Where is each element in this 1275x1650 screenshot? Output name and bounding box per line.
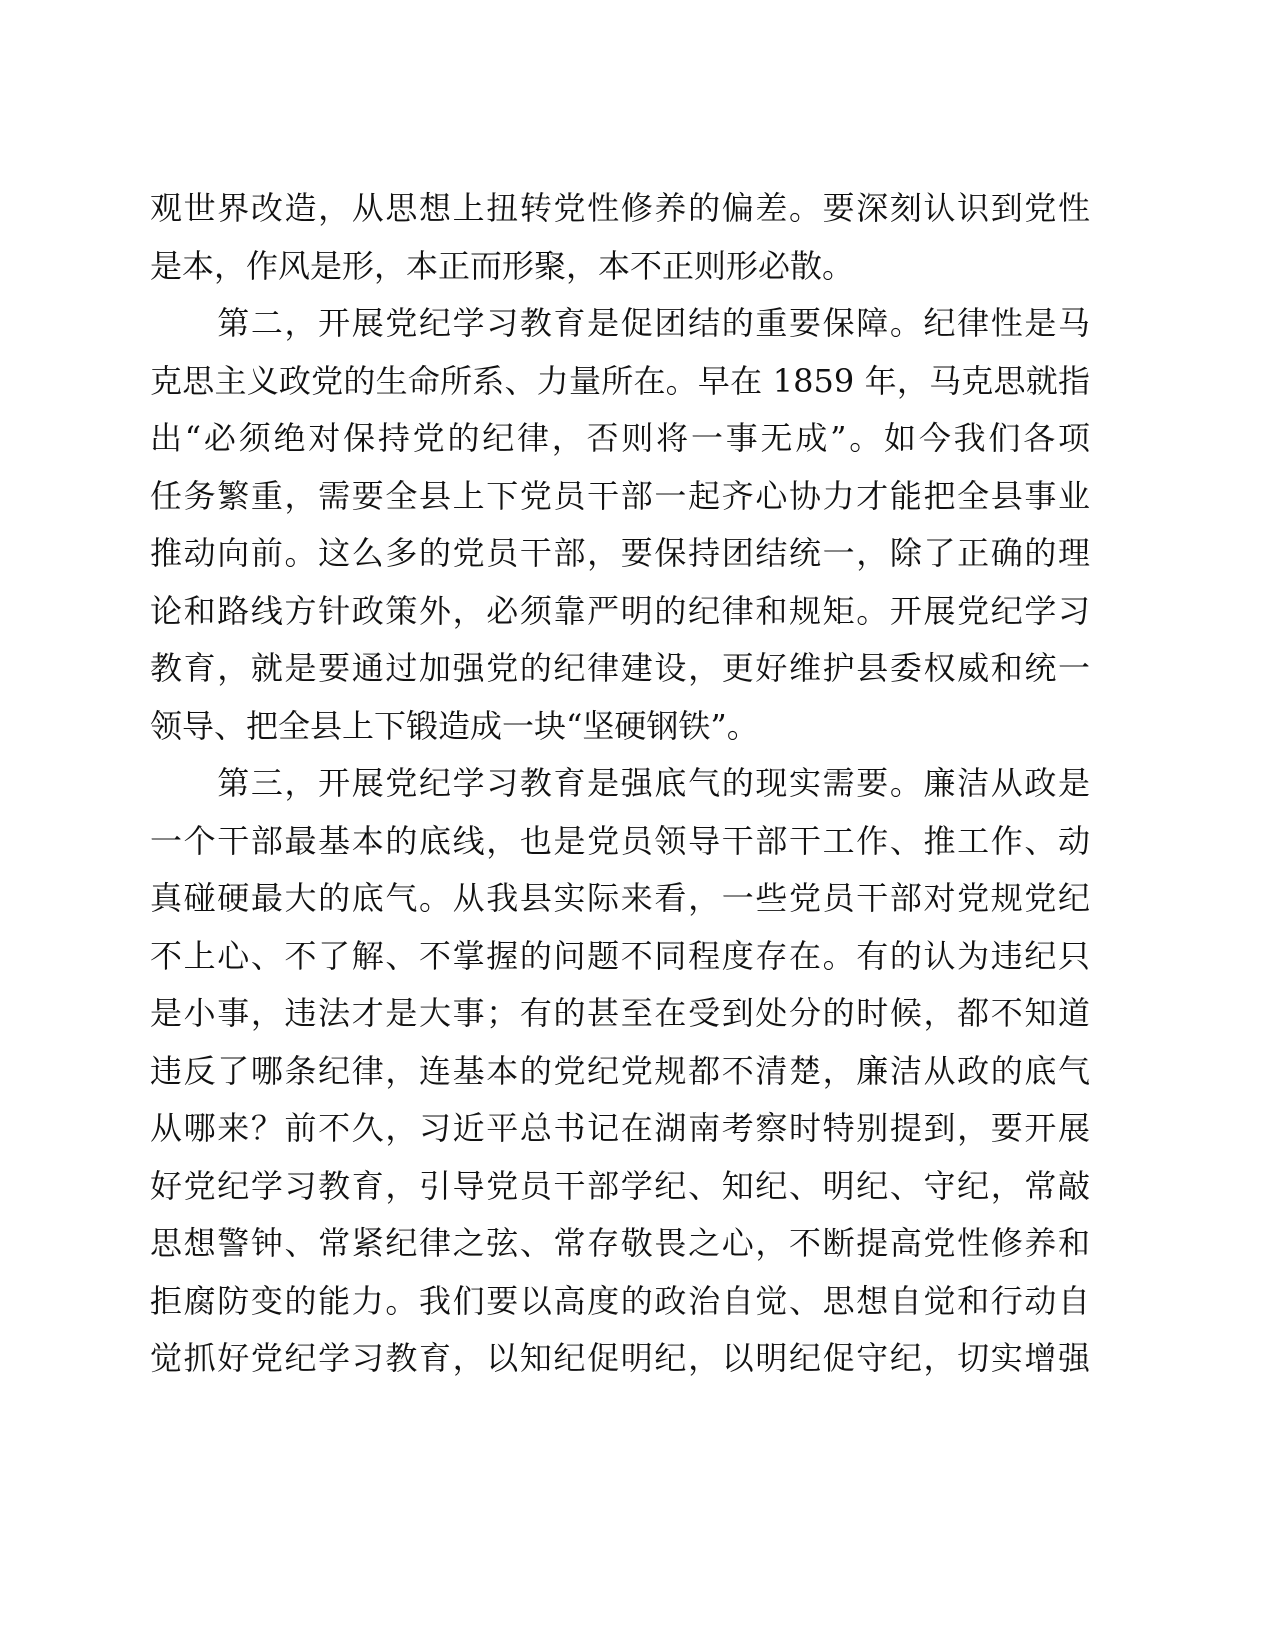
text-line: 领导、把全县上下锻造成一块“坚硬钢铁”。 — [150, 706, 759, 745]
text-line: 好党纪学习教育，引导党员干部学纪、知纪、明纪、守纪，常敲 — [150, 1166, 1090, 1205]
text-line: 论和路线方针政策外，必须靠严明的纪律和规矩。开展党纪学习 — [150, 591, 1090, 630]
text-line: 从哪来？前不久，习近平总书记在湖南考察时特别提到，要开展 — [150, 1109, 1090, 1147]
text-line: 推动向前。这么多的党员干部，要保持团结统一，除了正确的理 — [150, 534, 1090, 572]
text-line: 任务繁重，需要全县上下党员干部一起齐心协力才能把全县事业 — [150, 476, 1090, 515]
text-line: 第三，开展党纪学习教育是强底气的现实需要。廉洁从政是 — [150, 764, 1090, 802]
text-line: 出“必须绝对保持党的纪律，否则将一事无成”。如今我们各项 — [150, 419, 1090, 457]
text-line: 是小事，违法才是大事；有的甚至在受到处分的时候，都不知道 — [150, 994, 1090, 1032]
text-line: 克思主义政党的生命所系、力量所在。早在 1859 年，马克思就指 — [150, 361, 1090, 400]
text-line: 第二，开展党纪学习教育是促团结的重要保障。纪律性是马 — [150, 304, 1090, 342]
text-line: 不上心、不了解、不掌握的问题不同程度存在。有的认为违纪只 — [150, 936, 1090, 975]
text-line: 一个干部最基本的底线，也是党员领导干部干工作、推工作、动 — [150, 821, 1090, 860]
text-line: 是本，作风是形，本正而形聚，本不正则形必散。 — [150, 246, 855, 285]
text-line: 违反了哪条纪律，连基本的党纪党规都不清楚，廉洁从政的底气 — [150, 1051, 1090, 1090]
text-line: 拒腐防变的能力。我们要以高度的政治自觉、思想自觉和行动自 — [150, 1281, 1090, 1320]
text-line: 真碰硬最大的底气。从我县实际来看，一些党员干部对党规党纪 — [150, 879, 1090, 917]
text-line: 教育，就是要通过加强党的纪律建设，更好维护县委权威和统一 — [150, 649, 1090, 687]
body-text — [150, 180, 1090, 1388]
text-line: 思想警钟、常紧纪律之弦、常存敬畏之心，不断提高党性修养和 — [150, 1224, 1090, 1262]
text-line: 觉抓好党纪学习教育，以知纪促明纪，以明纪促守纪，切实增强 — [150, 1339, 1090, 1377]
text-line: 观世界改造，从思想上扭转党性修养的偏差。要深刻认识到党性 — [150, 189, 1090, 227]
